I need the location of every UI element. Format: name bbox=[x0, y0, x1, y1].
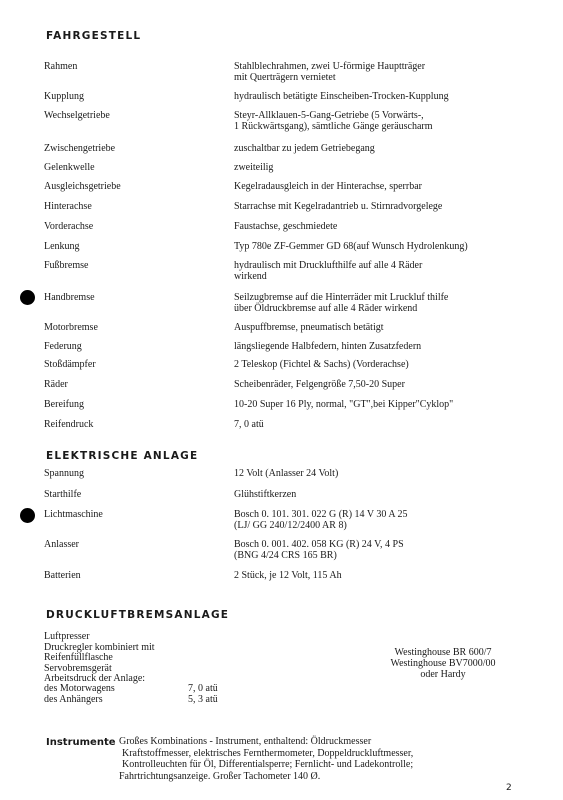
spec-value bbox=[234, 468, 534, 479]
druckluft-line: Luftpresser bbox=[44, 631, 90, 642]
spec-value bbox=[234, 292, 534, 314]
spec-value bbox=[234, 162, 534, 173]
spec-value bbox=[234, 509, 534, 531]
spec-value-line: Stahlblechrahmen, zwei U-förmige Hauptträger bbox=[234, 61, 426, 72]
spec-value-line: (BNG 4/24 CRS 165 BR) bbox=[234, 550, 337, 561]
spec-value bbox=[234, 181, 534, 192]
pressure-value: 7, 0 atü bbox=[188, 683, 218, 694]
westinghouse-line: Westinghouse BR 600/7 bbox=[394, 647, 492, 658]
spec-label: Starthilfe bbox=[44, 489, 82, 500]
spec-value-line: Starrachse mit Kegelradantrieb u. Stirnradvorgelege bbox=[234, 201, 443, 212]
spec-value bbox=[234, 341, 534, 352]
spec-label: Batterien bbox=[44, 570, 81, 581]
spec-value-line: Steyr-Allklauen-5-Gang-Getriebe (5 Vorwärts-, bbox=[234, 110, 424, 121]
spec-value-line: Scheibenräder, Felgengröße 7,50-20 Super bbox=[234, 379, 405, 390]
westinghouse-block bbox=[380, 647, 506, 680]
spec-value-line: zuschaltbar zu jedem Getriebegang bbox=[234, 143, 375, 154]
westinghouse-line: Westinghouse BV7000/00 bbox=[390, 658, 496, 669]
instrumente-label: Instrumente bbox=[46, 737, 116, 748]
spec-value bbox=[234, 570, 534, 581]
spec-value-line: 1 Rückwärtsgang), sämtliche Gänge geräuscharm bbox=[234, 121, 433, 132]
spec-value bbox=[234, 489, 534, 500]
spec-label: Gelenkwelle bbox=[44, 162, 95, 173]
spec-label: Räder bbox=[44, 379, 68, 390]
spec-value bbox=[234, 61, 534, 83]
druckluft-line: Druckregler kombiniert mit bbox=[44, 641, 155, 653]
spec-label: Wechselgetriebe bbox=[44, 110, 110, 121]
instrumente-line: Kraftstoffmesser, elektrisches Fernthermometer, Doppeldruckluftmesser, bbox=[122, 747, 414, 759]
instrumente-line: Großes Kombinations - Instrument, enthaltend: Öldruckmesser bbox=[119, 736, 372, 747]
spec-value bbox=[234, 359, 534, 370]
spec-label: Zwischengetriebe bbox=[44, 143, 116, 154]
spec-value-line: Seilzugbremse auf die Hinterräder mit Lruckluf thilfe bbox=[234, 292, 449, 303]
spec-label: Bereifung bbox=[44, 399, 84, 410]
spec-value-line: (LJ/ GG 240/12/2400 AR 8) bbox=[234, 520, 347, 531]
spec-label: Motorbremse bbox=[44, 322, 98, 333]
instrumente-line: Fahrtrichtungsanzeige. Großer Tachometer 140 Ø. bbox=[119, 770, 321, 782]
spec-label: Ausgleichsgetriebe bbox=[44, 181, 121, 192]
spec-value bbox=[234, 143, 534, 154]
pressure-label: des Motorwagens bbox=[44, 683, 115, 694]
pressure-value: 5, 3 atü bbox=[188, 693, 218, 705]
spec-value-line: 10-20 Super 16 Ply, normal, "GT",bei Kipper"Cyklop" bbox=[234, 399, 454, 410]
spec-value bbox=[234, 539, 534, 561]
spec-value-line: 2 Stück, je 12 Volt, 115 Ah bbox=[234, 570, 342, 581]
spec-value bbox=[234, 419, 534, 430]
spec-value-line: zweiteilig bbox=[234, 162, 274, 173]
spec-value bbox=[234, 379, 534, 390]
spec-value-line: 2 Teleskop (Fichtel & Sachs) (Vorderachse) bbox=[234, 359, 409, 370]
section-heading-fahrgestell: FAHRGESTELL bbox=[46, 30, 142, 42]
spec-value bbox=[234, 110, 534, 132]
page-number: 2 bbox=[506, 783, 512, 793]
bullet-marker bbox=[20, 508, 35, 523]
spec-value-line: Bosch 0. 101. 301. 022 G (R) 14 V 30 A 25 bbox=[234, 509, 408, 520]
spec-label: Vorderachse bbox=[44, 221, 94, 232]
spec-value bbox=[234, 260, 534, 282]
spec-label: Stoßdämpfer bbox=[44, 359, 96, 370]
spec-value bbox=[234, 241, 534, 252]
spec-value bbox=[234, 399, 534, 410]
spec-label: Hinterachse bbox=[44, 201, 92, 212]
spec-value bbox=[234, 322, 534, 333]
pressure-row bbox=[44, 695, 234, 706]
spec-value-line: Faustachse, geschmiedete bbox=[234, 221, 338, 232]
spec-label: Lichtmaschine bbox=[44, 509, 103, 520]
instrumente-line: Kontrolleuchten für Öl, Differentialsperre; Fernlicht- und Ladekontrolle; bbox=[122, 759, 414, 770]
spec-value-line: hydraulisch betätigte Einscheiben-Trocken-Kupplung bbox=[234, 91, 449, 102]
bullet-marker bbox=[20, 290, 35, 305]
spec-value-line: wirkend bbox=[234, 271, 267, 282]
spec-label: Handbremse bbox=[44, 292, 95, 303]
druckluft-pressures bbox=[44, 684, 234, 705]
spec-label: Anlasser bbox=[44, 539, 79, 550]
pressure-label: des Anhängers bbox=[44, 693, 103, 705]
spec-value-line: hydraulisch mit Drucklufthilfe auf alle 4 Räder bbox=[234, 260, 423, 271]
spec-value-line: Bosch 0. 001. 402. 058 KG (R) 24 V, 4 PS bbox=[234, 539, 404, 550]
druckluft-line: Reifenfüllflasche bbox=[44, 652, 113, 663]
spec-value bbox=[234, 201, 534, 212]
instrumente-text bbox=[119, 736, 413, 782]
westinghouse-line: oder Hardy bbox=[420, 669, 466, 680]
spec-value-line: Typ 780e ZF-Gemmer GD 68(auf Wunsch Hydrolenkung) bbox=[234, 241, 468, 252]
spec-value-line: Glühstiftkerzen bbox=[234, 489, 297, 500]
spec-label: Lenkung bbox=[44, 241, 80, 252]
spec-value-line: 7, 0 atü bbox=[234, 419, 264, 430]
section-heading-druckluft: DRUCKLUFTBREMSANLAGE bbox=[46, 609, 230, 621]
druckluft-components bbox=[44, 632, 155, 685]
spec-value-line: über Öldruckbremse auf alle 4 Räder wirkend bbox=[234, 303, 418, 314]
spec-label: Fußbremse bbox=[44, 260, 89, 271]
spec-value-line: mit Querträgern vernietet bbox=[234, 72, 336, 83]
spec-value-line: Kegelradausgleich in der Hinterachse, sperrbar bbox=[234, 181, 422, 192]
spec-label: Federung bbox=[44, 341, 82, 352]
druckluft-line: Arbeitsdruck der Anlage: bbox=[44, 673, 146, 684]
section-heading-elektrik: ELEKTRISCHE ANLAGE bbox=[46, 450, 199, 462]
spec-label: Rahmen bbox=[44, 61, 78, 72]
druckluft-line: Servobremsgerät bbox=[44, 662, 112, 674]
spec-value-line: 12 Volt (Anlasser 24 Volt) bbox=[234, 468, 339, 479]
spec-label: Spannung bbox=[44, 468, 84, 479]
spec-value-line: Auspuffbremse, pneumatisch betätigt bbox=[234, 322, 384, 333]
spec-value-line: längsliegende Halbfedern, hinten Zusatzfedern bbox=[234, 341, 422, 352]
spec-label: Kupplung bbox=[44, 91, 84, 102]
spec-value bbox=[234, 91, 534, 102]
spec-label: Reifendruck bbox=[44, 419, 94, 430]
spec-value bbox=[234, 221, 534, 232]
